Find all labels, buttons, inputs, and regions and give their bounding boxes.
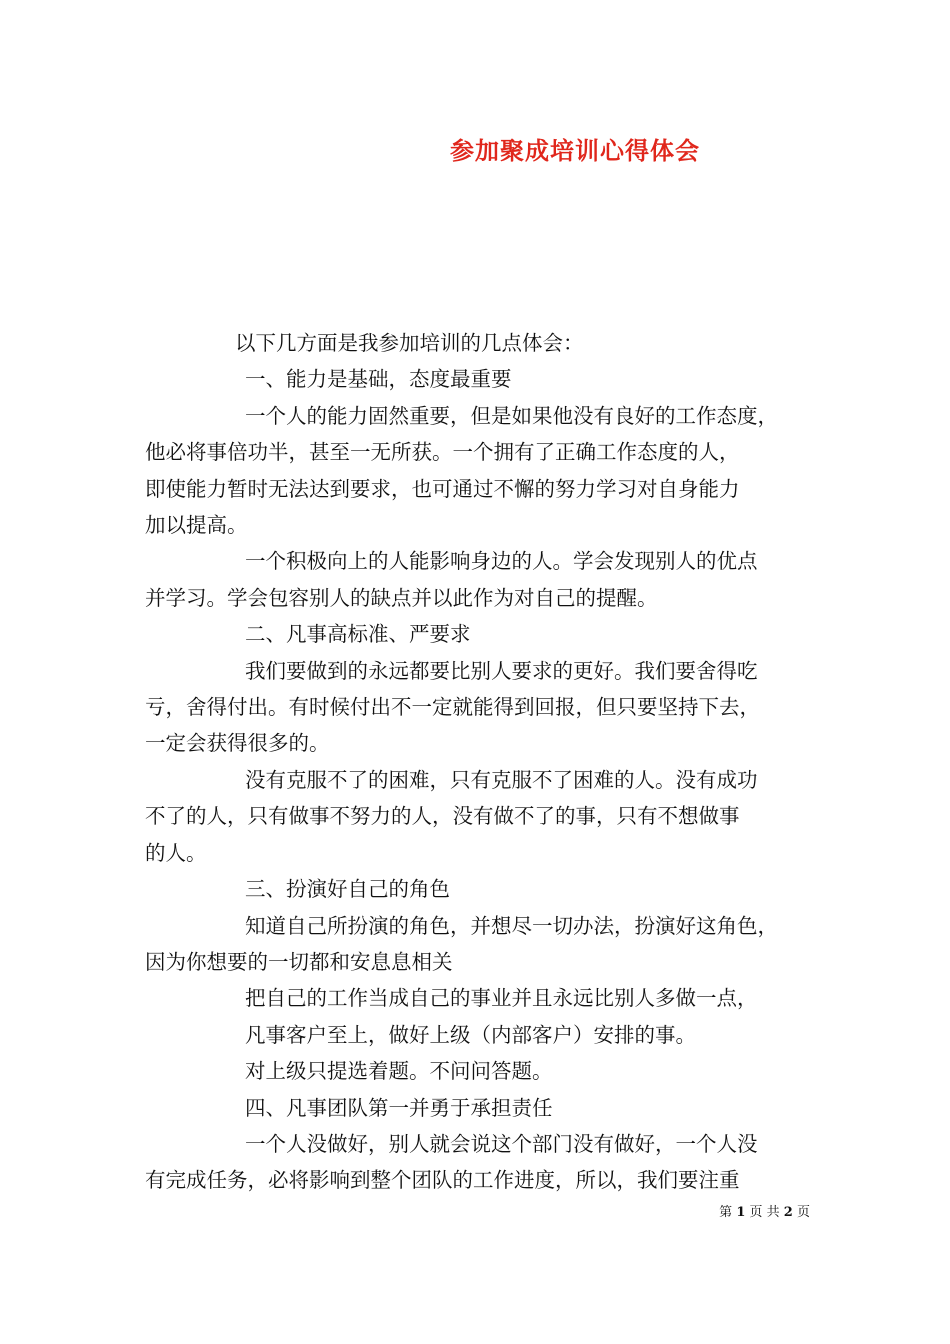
footer-suffix: 页 <box>796 1205 810 1220</box>
body-line: 对上级只提选着题。不问问答题。 <box>245 1059 553 1084</box>
body-line: 凡事客户至上，做好上级（内部客户）安排的事。 <box>245 1022 696 1047</box>
body-line: 一个人的能力固然重要，但是如果他没有良好的工作态度， <box>245 403 778 428</box>
body-line: 的人。 <box>145 840 207 865</box>
footer-total-pages: 2 <box>783 1205 793 1220</box>
body-line: 一个积极向上的人能影响身边的人。学会发现别人的优点 <box>245 549 758 574</box>
body-line: 即使能力暂时无法达到要求，也可通过不懈的努力学习对自身能力 <box>145 476 740 501</box>
body-line: 亏，舍得付出。有时候付出不一定就能得到回报，但只要坚持下去， <box>145 695 760 720</box>
document-body <box>145 325 810 1199</box>
body-line: 不了的人，只有做事不努力的人，没有做不了的事，只有不想做事 <box>145 804 740 829</box>
section-heading: 三、扮演好自己的角色 <box>245 877 450 902</box>
body-line: 我们要做到的永远都要比别人要求的更好。我们要舍得吃 <box>245 658 758 683</box>
footer-middle: 页 共 <box>749 1205 780 1220</box>
section-heading: 四、凡事团队第一并勇于承担责任 <box>245 1095 553 1120</box>
body-line: 以下几方面是我参加培训的几点体会： <box>235 331 584 355</box>
body-line: 没有克服不了的困难，只有克服不了困难的人。没有成功 <box>245 767 758 792</box>
section-heading: 二、凡事高标准、严要求 <box>245 622 471 647</box>
footer-prefix: 第 <box>719 1205 733 1220</box>
body-line: 把自己的工作当成自己的事业并且永远比别人多做一点， <box>245 986 758 1011</box>
body-line: 知道自己所扮演的角色，并想尽一切办法，扮演好这角色， <box>245 913 778 938</box>
body-line: 加以提高。 <box>145 513 248 538</box>
body-line: 并学习。学会包容别人的缺点并以此作为对自己的提醒。 <box>145 585 658 610</box>
body-line: 有完成任务，必将影响到整个团队的工作进度，所以，我们要注重 <box>145 1168 740 1193</box>
body-line: 一定会获得很多的。 <box>145 731 330 756</box>
footer-page-number: 1 <box>736 1205 746 1220</box>
body-line: 因为你想要的一切都和安息息相关 <box>145 949 453 974</box>
page-footer <box>700 1201 810 1220</box>
body-line: 一个人没做好，别人就会说这个部门没有做好，一个人没 <box>245 1131 758 1156</box>
body-line: 他必将事倍功半，甚至一无所获。一个拥有了正确工作态度的人， <box>145 440 740 465</box>
section-heading: 一、能力是基础，态度最重要 <box>245 367 512 392</box>
document-title: 参加聚成培训心得体会 <box>450 136 700 165</box>
